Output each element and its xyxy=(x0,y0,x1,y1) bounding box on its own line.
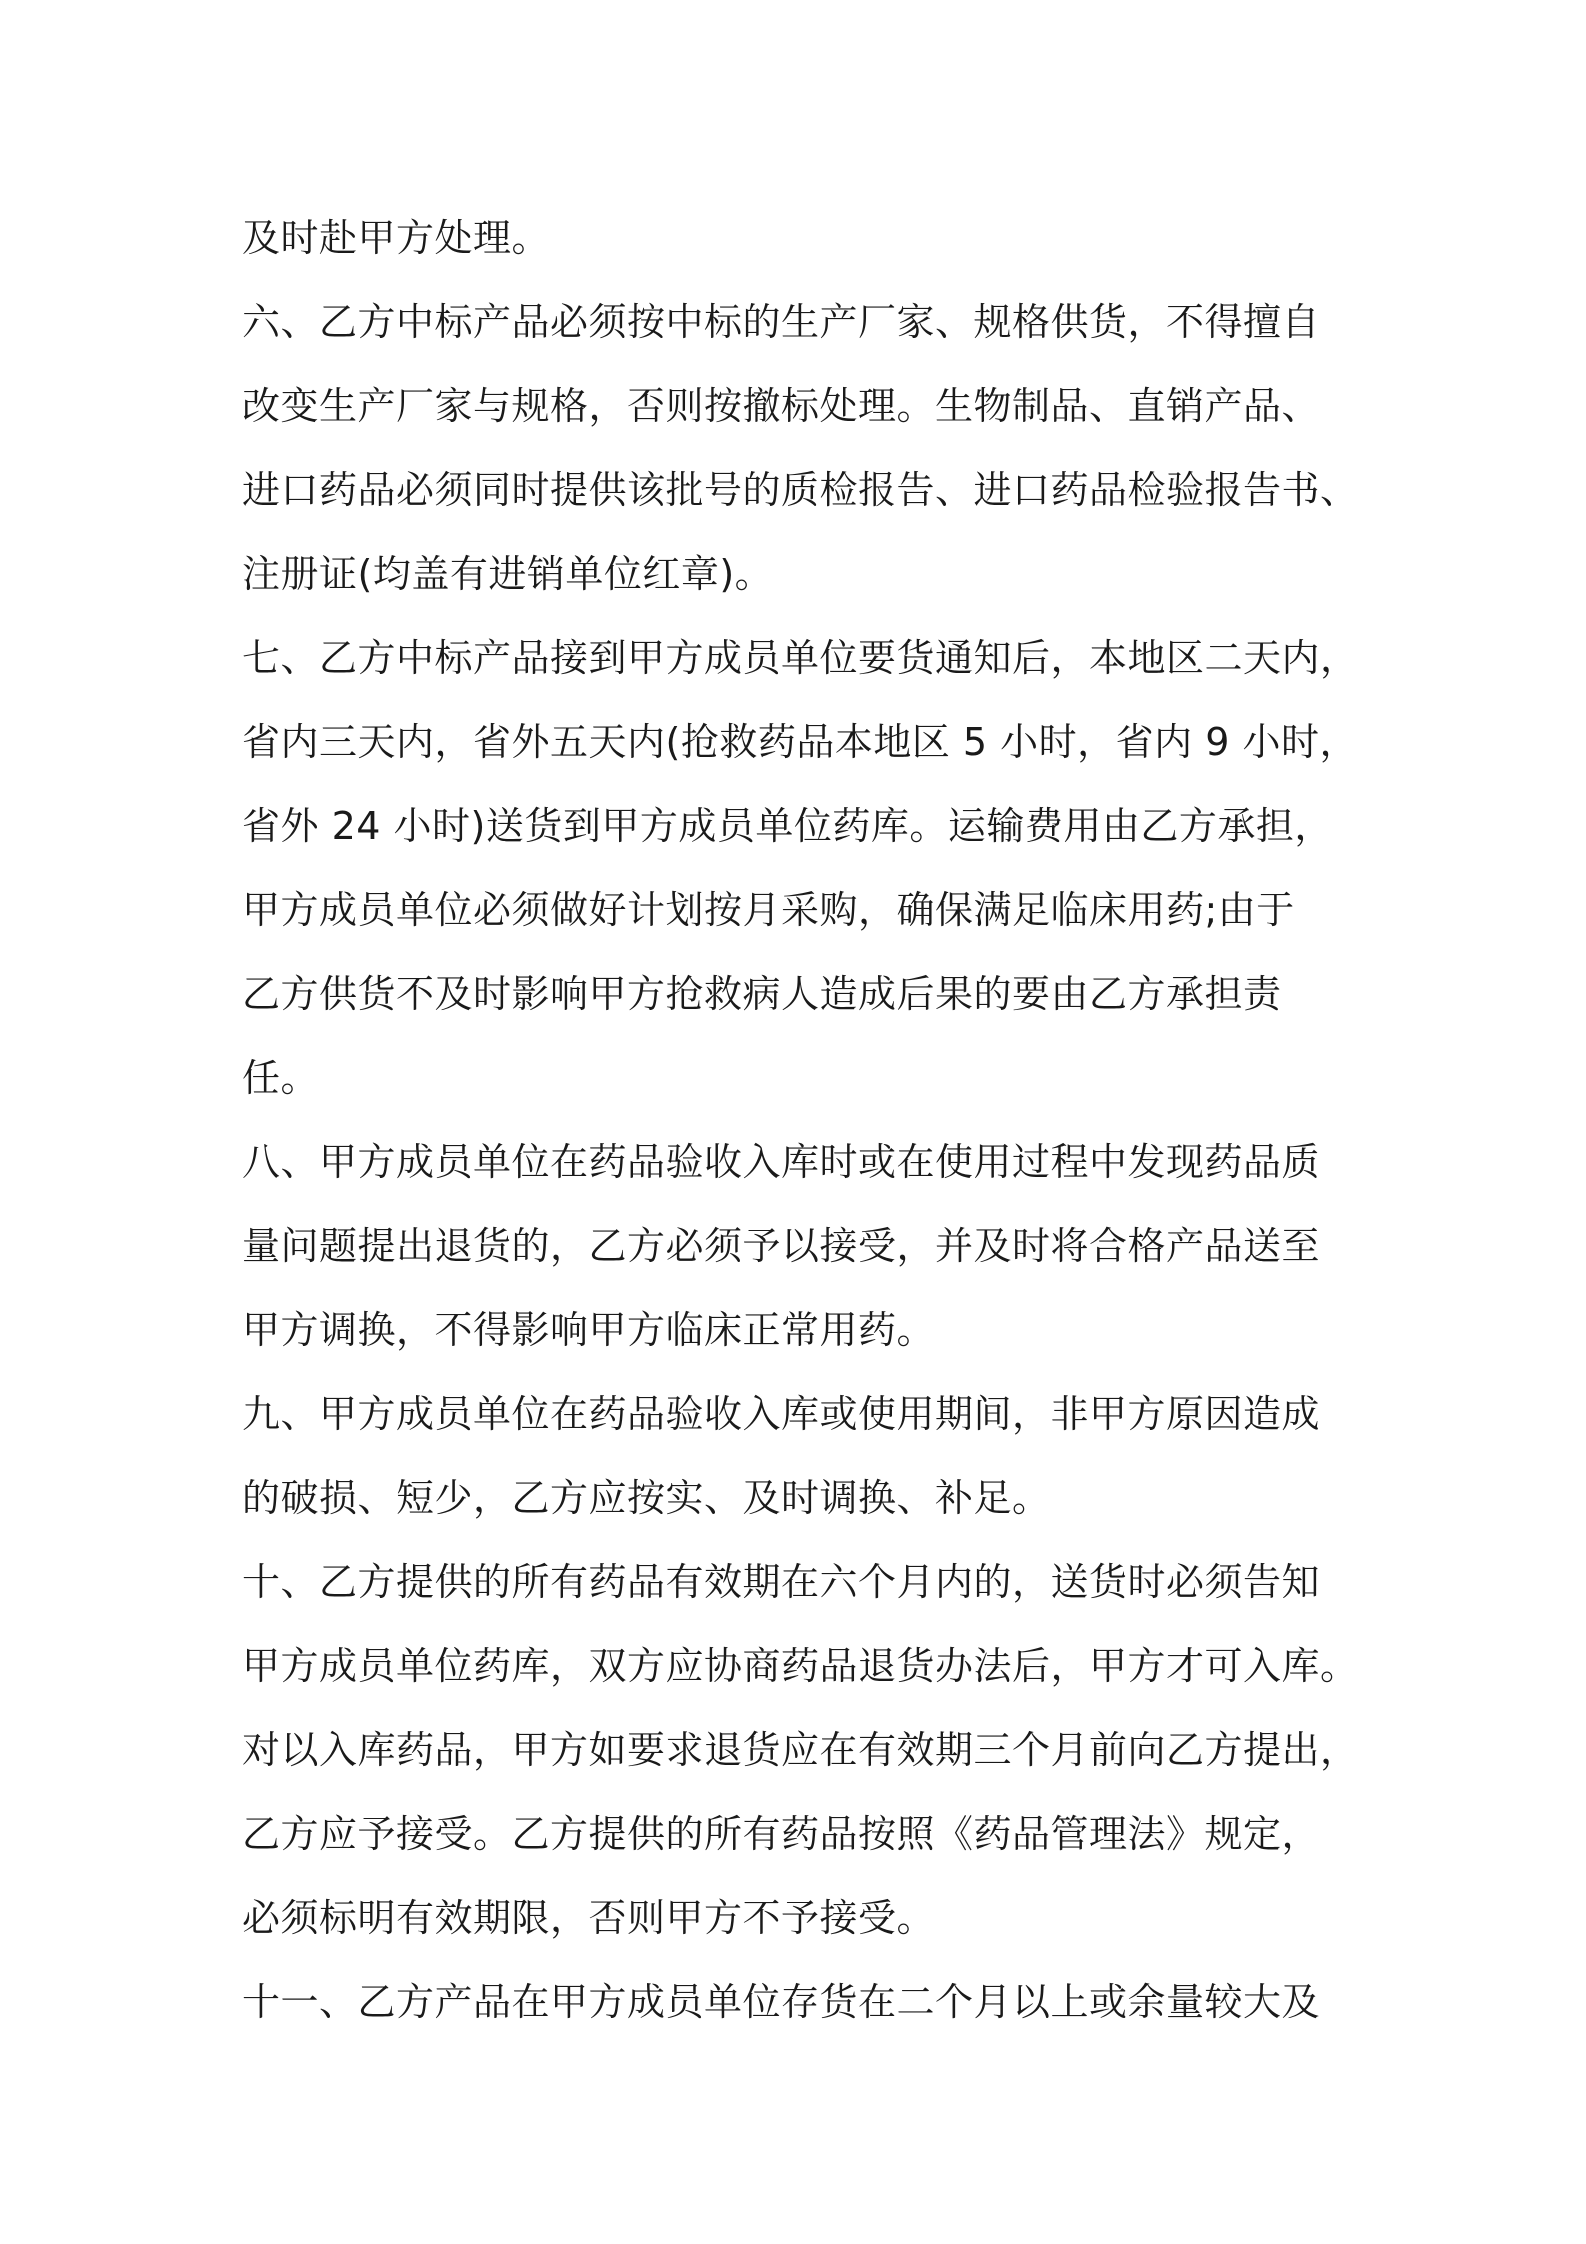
text-line-20: 乙方应予接受。乙方提供的所有药品按照《药品管理法》规定， xyxy=(242,1812,1321,1856)
text-line-11: 任。 xyxy=(242,1056,320,1100)
text-line-4: 进口药品必须同时提供该批号的质检报告、进口药品检验报告书、 xyxy=(242,468,1359,512)
text-line-19: 对以入库药品，甲方如要求退货应在有效期三个月前向乙方提出， xyxy=(242,1728,1359,1772)
text-line-2: 六、乙方中标产品必须按中标的生产厂家、规格供货，不得擅自 xyxy=(242,300,1321,344)
text-line-10: 乙方供货不及时影响甲方抢救病人造成后果的要由乙方承担责 xyxy=(242,972,1282,1016)
text-line-7: 省内三天内，省外五天内(抢救药品本地区 5 小时，省内 9 小时， xyxy=(242,720,1358,764)
text-line-13: 量问题提出退货的，乙方必须予以接受，并及时将合格产品送至 xyxy=(242,1224,1321,1268)
text-line-9: 甲方成员单位必须做好计划按月采购，确保满足临床用药;由于 xyxy=(242,888,1295,932)
text-line-1: 及时赴甲方处理。 xyxy=(242,216,551,260)
text-line-17: 十、乙方提供的所有药品有效期在六个月内的，送货时必须告知 xyxy=(242,1560,1321,1604)
text-line-6: 七、乙方中标产品接到甲方成员单位要货通知后，本地区二天内， xyxy=(242,636,1359,680)
text-line-21: 必须标明有效期限，否则甲方不予接受。 xyxy=(242,1896,936,1940)
text-line-16: 的破损、短少，乙方应按实、及时调换、补足。 xyxy=(242,1476,1051,1520)
text-line-22: 十一、乙方产品在甲方成员单位存货在二个月以上或余量较大及 xyxy=(242,1980,1321,2024)
text-line-3: 改变生产厂家与规格，否则按撤标处理。生物制品、直销产品、 xyxy=(242,384,1321,428)
text-line-18: 甲方成员单位药库，双方应协商药品退货办法后，甲方才可入库。 xyxy=(242,1644,1359,1688)
text-line-14: 甲方调换，不得影响甲方临床正常用药。 xyxy=(242,1308,936,1352)
text-line-8: 省外 24 小时)送货到甲方成员单位药库。运输费用由乙方承担， xyxy=(242,804,1333,848)
text-line-15: 九、甲方成员单位在药品验收入库或使用期间，非甲方原因造成 xyxy=(242,1392,1321,1436)
text-line-5: 注册证(均盖有进销单位红章)。 xyxy=(242,552,774,596)
text-line-12: 八、甲方成员单位在药品验收入库时或在使用过程中发现药品质 xyxy=(242,1140,1321,1184)
